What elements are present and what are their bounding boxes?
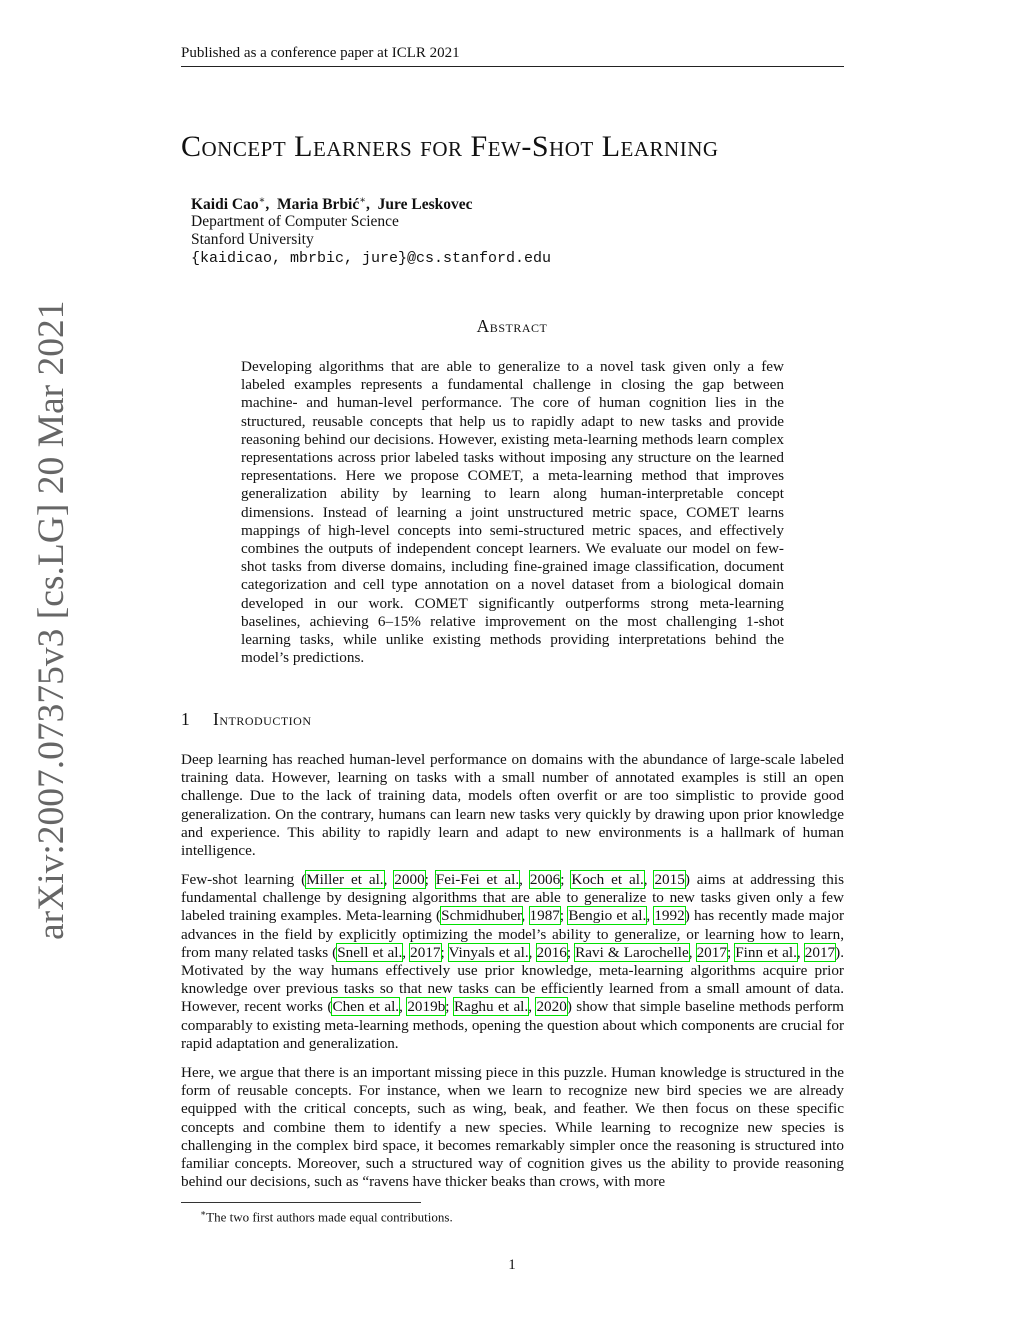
paper-title: Concept Learners for Few-Shot Learning [181,130,719,163]
citation-link[interactable]: Finn et al. [735,943,797,961]
citation-link[interactable]: Miller et al. [306,871,384,888]
footnote-mark: ∗ [200,1208,207,1218]
citation-link[interactable]: 2020 [536,998,567,1016]
footnote-text: The two first authors made equal contributions. [206,1209,453,1225]
citation-link[interactable]: Chen et al. [332,998,400,1016]
citation-link[interactable]: 2019b [407,998,446,1016]
affiliation-university: Stanford University [191,231,314,248]
citation-link[interactable]: 2017 [410,943,441,961]
citation-link[interactable]: Vinyals et al. [448,943,529,961]
page-number: 1 [508,1257,516,1273]
citation-link[interactable]: 2000 [394,871,425,888]
abstract-heading: Abstract [476,316,548,336]
citation-link[interactable]: Koch et al. [571,871,644,888]
footnote-divider [181,1202,421,1203]
citation-link[interactable]: 1992 [654,907,685,925]
equal-contribution-mark: ∗ [359,195,367,206]
equal-contribution-mark: ∗ [258,195,266,206]
intro-paragraph-2: Few-shot learning (Miller et al., 2000; Fei-Fei et al., 2006; Koch et al., 2015) aims at addressing this fundamental challenge by designing algorithms that are able to generalize to new tasks given only a few labeled training examples. Meta-learning (Schmidhuber, 1987; Bengio et al., 1992) has recently made major advances in the field by explicitly optimizing the model’s ability to generalize, or learning how to learn, from many related tasks (Snell et al., 2017; Vinyals et al., 2016; Ravi & Larochelle, 2017; Finn et al., 2017). Motivated by the way humans effectively use prior knowledge, meta-learning algorithms acquire prior knowledge over previous tasks so that new tasks can be efficiently learned from a small amount of data. However, recent works (Chen et al., 2019b; Raghu et al., 2020) show that simple baseline methods perform comparably to existing meta-learning methods, opening the question about which components are crucial for rapid adaptation and generalization. [181,871,845,1052]
citation-link[interactable]: Snell et al. [337,943,403,961]
paragraph-text: ) show that simple baseline methods perform comparably to existing meta-learning methods, opening the question about which components are crucial for rapid adaptation and generalization. [181,998,844,1052]
citation-link[interactable]: 2015 [654,871,685,888]
footnote [200,1208,453,1225]
author-emails: {kaidicao, mbrbic, jure}@cs.stanford.edu [191,250,552,267]
paragraph-text: ) has recently made major advances in the field by explicitly optimizing the model’s ability to generalize, or learning how to learn, from many related tasks ( [181,907,845,961]
citation-link[interactable]: 2017 [804,943,836,961]
citation-link[interactable]: Ravi & Larochelle [575,943,689,961]
citation-link[interactable]: 1987 [529,907,560,925]
citation-link[interactable]: Schmidhuber [441,907,522,925]
citation-link[interactable]: Fei-Fei et al. [435,871,520,888]
citation-link[interactable]: 2006 [529,871,561,888]
citation-link[interactable]: Raghu et al. [453,998,529,1016]
author-name: Maria Brbić [277,196,360,214]
arxiv-identifier: arXiv:2007.07375v3 [cs.LG] 20 Mar 2021 [31,300,72,940]
paragraph-text: ). Motivated by the way humans effectively use prior knowledge, meta-learning algorithms acquire prior knowledge over previous tasks so that new tasks can be efficiently learned from a small amount of data. However, recent works ( [181,943,844,1016]
citation-link[interactable]: 2016 [536,943,567,961]
affiliation-department: Department of Computer Science [191,213,399,230]
section-number: 1 [181,709,190,729]
intro-paragraph-1: Deep learning has reached human-level performance on domains with the abundance of large-scale labeled training data. However, learning on tasks with a small number of annotated examples is still an open challenge. Due to the lack of training data, models often overfit or are too simplistic to provide good generalization. On the contrary, humans can learn new tasks very quickly by drawing upon prior knowledge and experience. This ability to rapidly learn and adapt to new environments is a hallmark of human intelligence. [181,751,844,860]
author-list: Kaidi Cao∗, Maria Brbić∗, Jure Leskovec [191,195,473,214]
header-divider [181,66,844,67]
author-name: Kaidi Cao [191,196,259,214]
conference-header: Published as a conference paper at ICLR 2021 [181,45,460,61]
paragraph-text: Few-shot learning ( [181,871,307,888]
citation-link[interactable]: 2017 [696,943,727,961]
section-title: Introduction [213,709,312,729]
citation-link[interactable]: Bengio et al. [568,907,647,925]
intro-paragraph-3: Here, we argue that there is an important missing piece in this puzzle. Human knowledge is structured in the form of reusable concepts. For instance, when we learn to recognize new bird species we are already equipped with the critical concepts, such as wing, beak, and feather. We then focus on these specific concepts and combine them to identify a new species. While learning to recognize new species is challenging in the complex bird space, it becomes remarkably simpler once the reasoning is structured into familiar concepts. Moreover, such a structured way of cognition gives us the ability to provide reasoning behind our decisions, such as “ravens have thicker beaks than crows, with more [181,1064,844,1191]
author-name: Jure Leskovec [377,196,473,214]
section-heading [181,709,312,730]
paragraph-text: ) aims at addressing this fundamental challenge by designing algorithms that are able to generalize to new tasks given only a few labeled training examples. Meta-learning ( [181,871,844,925]
abstract-text: Developing algorithms that are able to generalize to a novel task given only a few labeled examples represents a fundamental challenge in closing the gap between machine- and human-level performance. The core of human cognition lies in the structured, reusable concepts that help us to rapidly adapt to new tasks and provide reasoning behind our decisions. However, existing meta-learning methods learn complex representations across prior labeled tasks without imposing any structure on the learned representations. Here we propose COMET, a meta-learning method that improves generalization ability by learning to learn along human-interpretable concept dimensions. Instead of learning a joint unstructured metric space, COMET learns mappings of high-level concepts into semi-structured metric spaces, and effectively combines the outputs of independent concept learners. We evaluate our model on few-shot tasks from diverse domains, including fine-grained image classification, document categorization and cell type annotation on a novel dataset from a biological domain developed in our work. COMET significantly outperforms strong meta-learning baselines, achieving 6–15% relative improvement on the most challenging 1-shot learning tasks, while unlike existing methods providing interpretations behind the model’s predictions. [241,358,784,667]
